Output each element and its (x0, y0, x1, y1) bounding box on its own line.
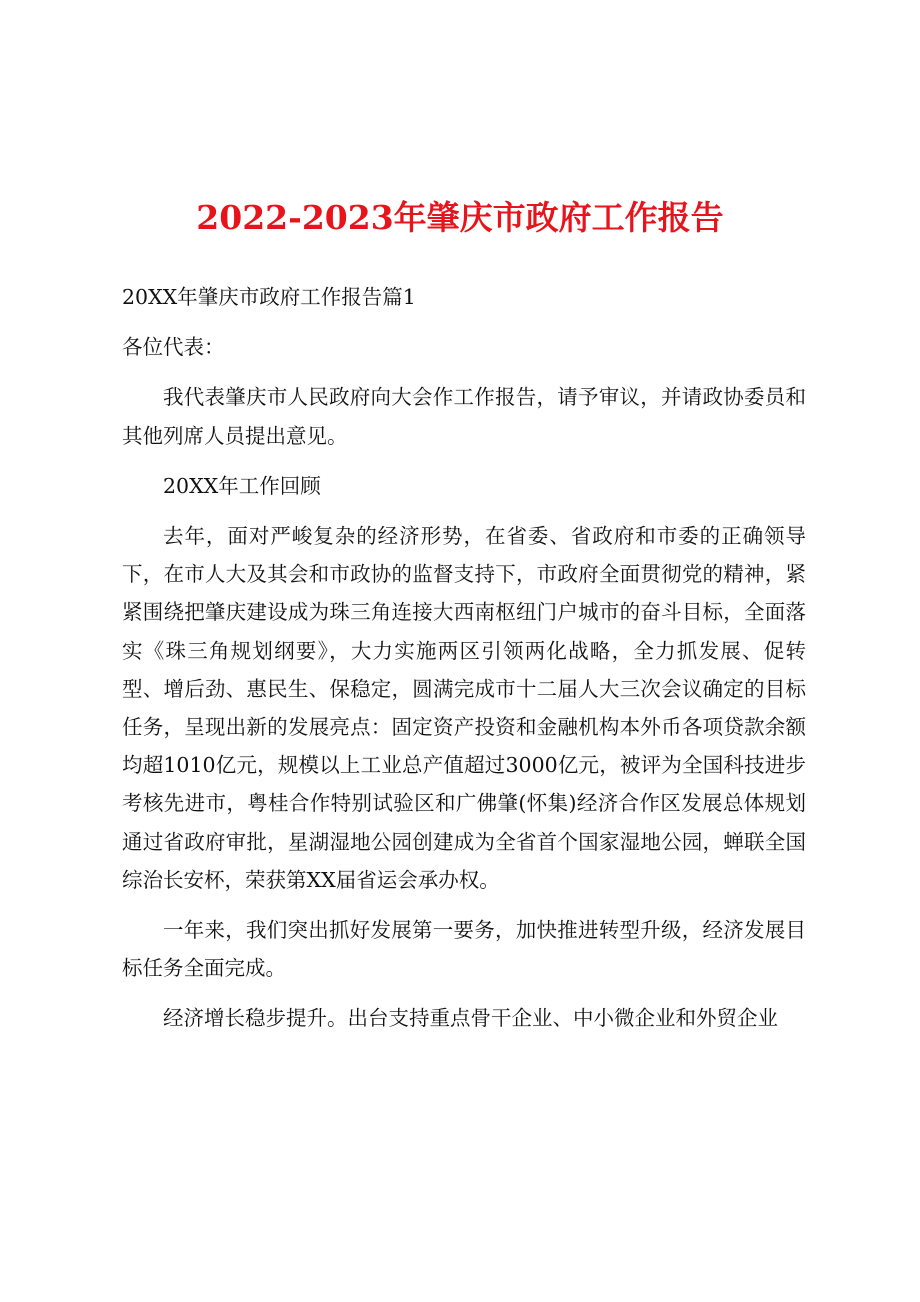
document-title: 2022-2023年肇庆市政府工作报告 (196, 198, 724, 237)
document-body (122, 278, 806, 1050)
paragraph-intro: 我代表肇庆市人民政府向大会作工作报告，请予审议，并请政协委员和其他列席人员提出意见。 (122, 385, 806, 448)
paragraph-growth: 经济增长稳步提升。出台支持重点骨干企业、中小微企业和外贸企业 (163, 1006, 778, 1031)
salutation: 各位代表： (122, 335, 225, 360)
section-heading: 20XX年肇庆市政府工作报告篇1 (122, 285, 416, 309)
subsection-heading: 20XX年工作回顾 (163, 473, 321, 498)
paragraph-summary: 一年来，我们突出抓好发展第一要务，加快推进转型升级，经济发展目标任务全面完成。 (122, 918, 806, 981)
paragraph-review: 去年，面对严峻复杂的经济形势，在省委、省政府和市委的正确领导下，在市人大及其会和市政协的监督支持下，市政府全面贯彻党的精神，紧紧围绕把肇庆建设成为珠三角连接大西南枢纽门户城市的奋斗目标，全面落实《珠三角规划纲要》，大力实施两区引领两化战略，全力抓发展、促转型、增后劲、惠民生、保稳定，圆满完成市十二届人大三次会议确定的目标任务，呈现出新的发展亮点：固定资产投资和金融机构本外币各项贷款余额均超1010亿元，规模以上工业总产值超过3000亿元，被评为全国科技进步考核先进市，粤桂合作特别试验区和广佛肇(怀集)经济合作区发展总体规划通过省政府审批，星湖湿地公园创建成为全省首个国家湿地公园，蝉联全国综治长安杯，荣获第XX届省运会承办权。 (122, 524, 806, 892)
